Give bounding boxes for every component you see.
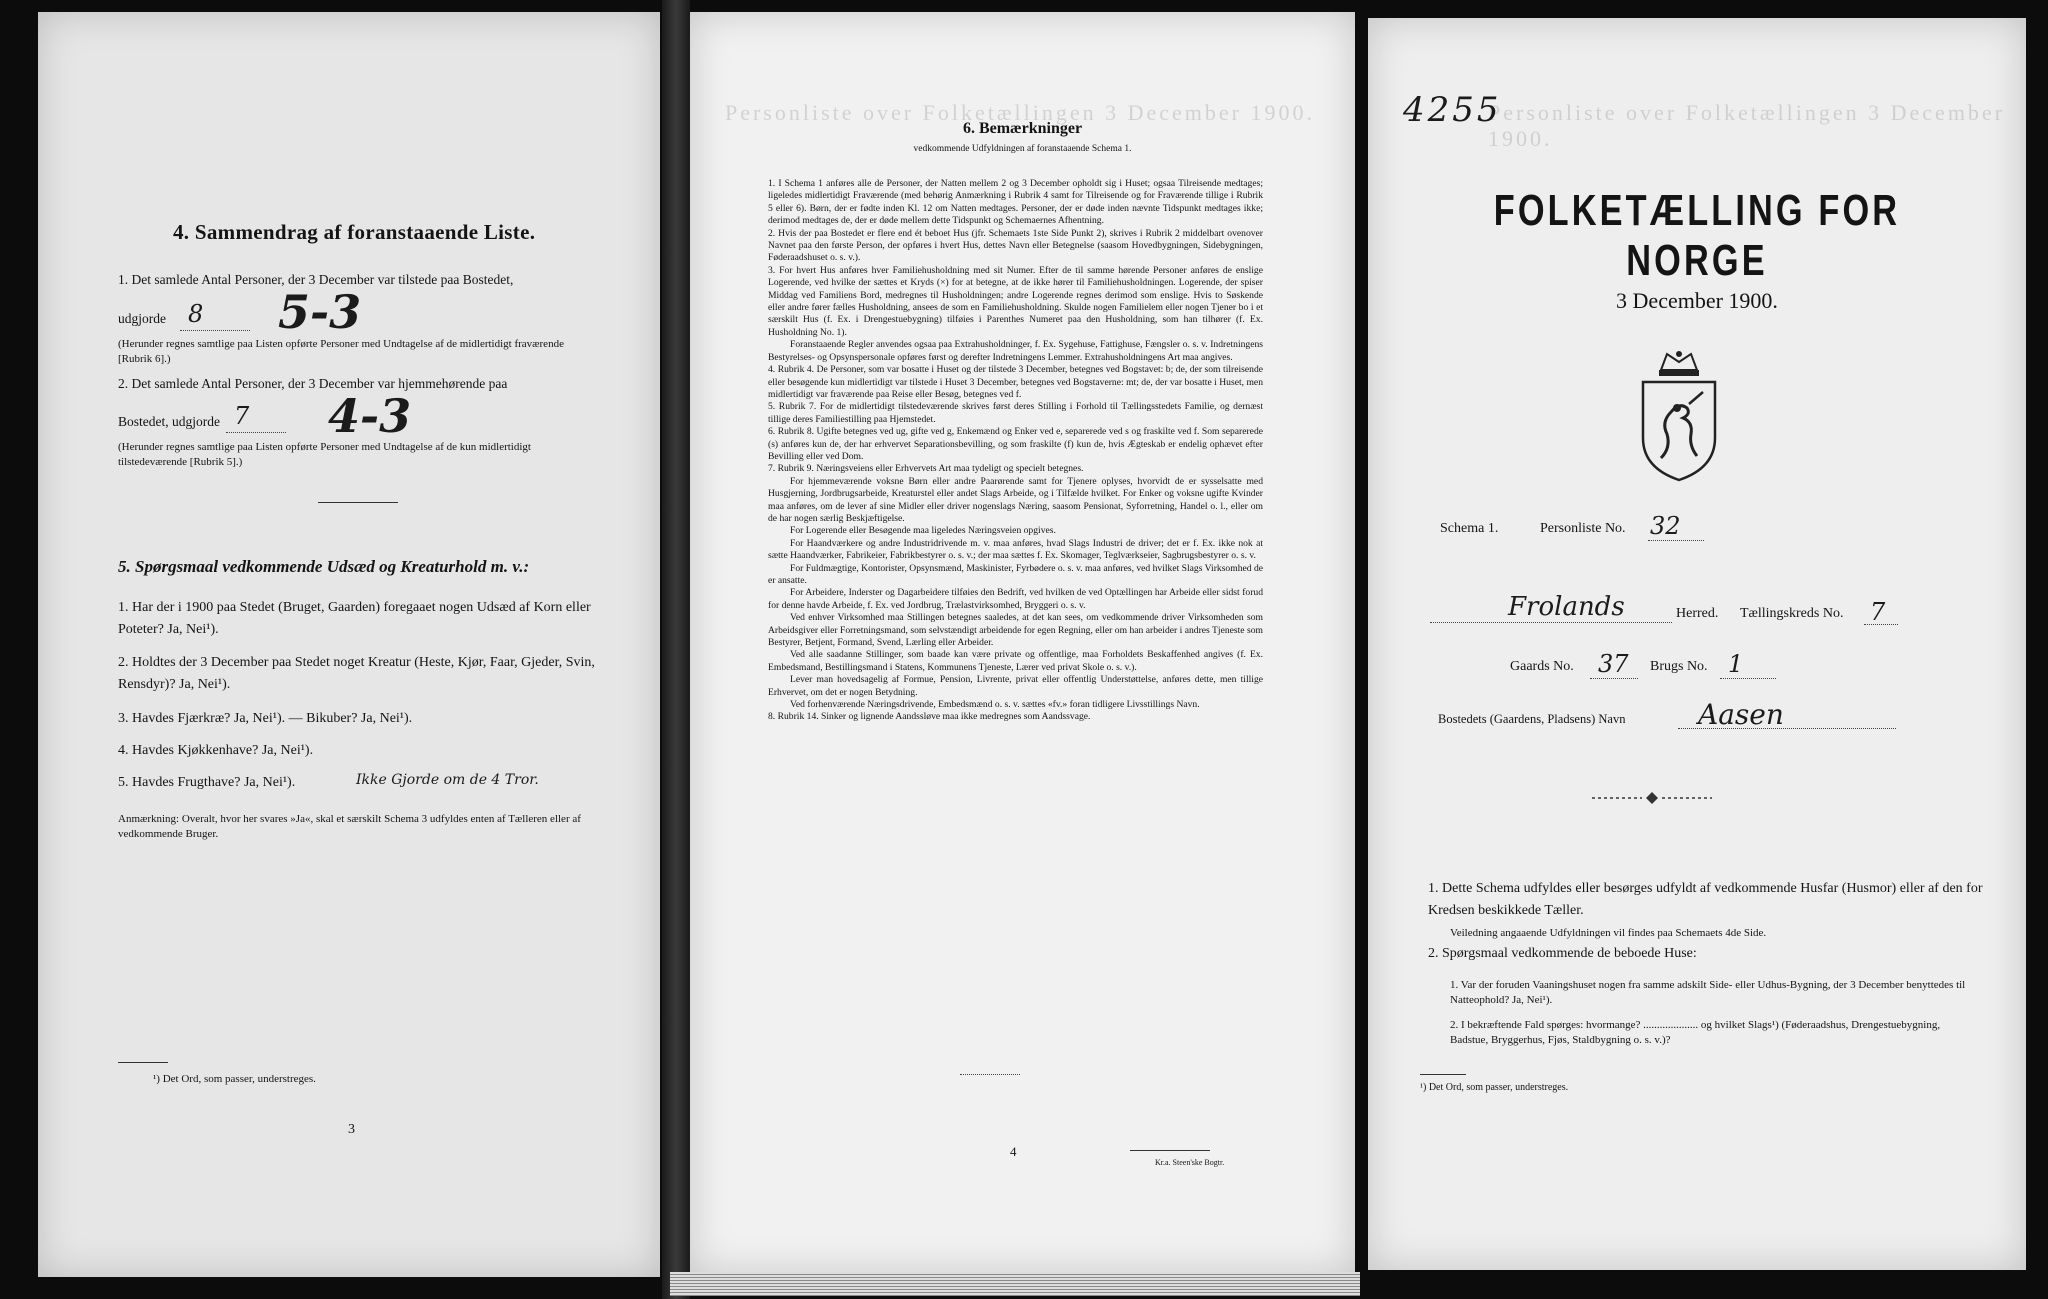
middle-ghost-header: Personliste over Folketællingen 3 December 1900. bbox=[724, 100, 1316, 125]
remark-item: Ved forhenværende Næringsdrivende, Embedsmænd o. s. v. sættes «fv.» foran tidligere Livsstillings Navn. bbox=[790, 699, 1200, 711]
right-footnote-rule bbox=[1420, 1074, 1466, 1075]
q2-dotline bbox=[226, 432, 286, 433]
page-number-3: 3 bbox=[348, 1122, 355, 1137]
q1-hand-small: 8 bbox=[188, 300, 204, 328]
q2-line1: 2. Det samlede Antal Personer, der 3 December var hjemmehørende paa bbox=[118, 376, 508, 391]
remark-item: 3. For hvert Hus anføres hver Familiehusholdning med sit Numer. Efter de til samme hørende Personer anføres de enslige Logerende, ved hvilke der sættes et Kryds (×) for at betegne, at de ikke hører til Familiehusholdningen. Logerende, der spiser Middag ved Familiens Bord, medregnes til Husholdningen; andre Logerende regnes derimod som enslige. Hvis to Søskende eller andre fører fælles Husholdning, ansees de som en Familiehusholdning. Skulde nogen Familielem eller nogen Tjener bo i et særskilt Hus (f. Ex. i Drengestuebygning) tilføies i Parenthes Numeret paa den Husholdning, som han tilhører (f. Ex. Husholdning No. 1). bbox=[768, 264, 1263, 338]
remark-item: 6. Rubrik 8. Ugifte betegnes ved ug, gifte ved g, Enkemænd og Enker ved e, separerede ved s og fraskilte ved f. Som separerede (s) anføres kun de, der har erhvervet Separationsbevilling, og som fraskilte (f) kun de, hvis Ægteskab er endelig ophævet efter Bevilling eller ved Dom. bbox=[768, 426, 1263, 462]
instruction-2-2: 2. I bekræftende Fald spørges: hvormange? .................... og hvilket Slags¹) (Føderaadshus, Drengestuebygning, Badstue, Bryggerhus, Fjøs, Staldbygning o. s. v.)? bbox=[1450, 1019, 1941, 1046]
q5-3: 3. Havdes Fjærkræ? Ja, Nei¹). — Bikuber? Ja, Nei¹). bbox=[118, 711, 413, 726]
remark-item: 7. Rubrik 9. Næringsveiens eller Erhvervets Art maa tydeligt og specielt betegnes. bbox=[768, 463, 1084, 475]
bosted-dotline bbox=[1678, 728, 1896, 729]
instruction-2-1: 1. Var der foruden Vaaningshuset nogen fra samme adskilt Side- eller Udhus-Bygning, der 3 December benyttedes til Natteophold? Ja, Nei¹). bbox=[1450, 979, 1966, 1006]
q5-2: 2. Holdtes der 3 December paa Stedet noget Kreatur (Heste, Kjør, Faar, Gjeder, Svin, Rensdyr)? Ja, Nei¹). bbox=[118, 655, 595, 692]
page-number-4: 4 bbox=[1010, 1144, 1017, 1159]
brugs-dotline bbox=[1720, 678, 1776, 679]
herred-label: Herred. bbox=[1676, 606, 1719, 621]
q1-prefix: udgjorde bbox=[118, 311, 166, 326]
q5-1: 1. Har der i 1900 paa Stedet (Bruget, Gaarden) foregaaet nogen Udsæd af Korn eller Poteter? Ja, Nei¹). bbox=[118, 600, 591, 637]
remark-item: 2. Hvis der paa Bostedet er flere end ét beboet Hus (jfr. Schemaets 1ste Side Punkt 2), skrives i Rubrik 2 middelbart ovenover Navnet paa den første Person, der opføres i hvert Hus, dettes Navn eller Betegnelse (saasom Hovedbygningen, Sidebygningen, Føderaadshuset o. s. v.). bbox=[768, 227, 1263, 264]
census-date: 3 December 1900. bbox=[1616, 288, 1778, 313]
remark-item: For Arbeidere, Inderster og Dagarbeidere tilføies den Bedrift, ved hvilken de ved Optællingen har Arbeide eller sidst forud for denne havde Arbeide, f. Ex. ved Jordbrug, Trælastvirksomhed, Bryggeri o. s. v. bbox=[768, 587, 1263, 611]
instruction-1: 1. Dette Schema udfyldes eller besørges udfyldt af vedkommende Husfar (Husmor) eller af den for Kredsen beskikkede Tæller. bbox=[1428, 881, 1983, 918]
right-footnote: ¹) Det Ord, som passer, understreges. bbox=[1420, 1082, 1569, 1093]
anmerkning-note: Anmærkning: Overalt, hvor her svares »Ja«, skal et særskilt Schema 3 udfyldes enten af Tælleren eller af vedkommende Bruger. bbox=[118, 813, 581, 840]
herred-dotline bbox=[1430, 622, 1672, 623]
q1-line1: 1. Det samlede Antal Personer, der 3 December var tilstede paa Bostedet, bbox=[118, 272, 514, 287]
section-4-heading: 4. Sammendrag af foranstaaende Liste. bbox=[173, 220, 536, 244]
bosted-name: Aasen bbox=[1698, 698, 1784, 731]
remark-item: For hjemmeværende voksne Børn eller andre Paarørende samt for Tjenere oplyses, hvorvidt de er sysselsatte med Husgjerning, Jordbrugsarbeide, Kreaturstel eller andet Slags Arbeide, og i Tilfælde hvilket. For Enker og voksne ugifte Kvinder maa anføres, om de lever af sine Midler eller driver nogenslags Næring, saasom Pensionat, Syforretning, Handel o. l., eller om de har nogen særlig Beskjæftigelse. bbox=[768, 475, 1263, 524]
remark-item: For Fuldmægtige, Kontorister, Opsynsmænd, Maskinister, Fyrbødere o. s. v. maa anføres, ved hvilket Slags Virksomhed de er ansatte. bbox=[768, 562, 1263, 586]
remarks-subtitle: vedkommende Udfyldningen af foranstaaende Schema 1. bbox=[913, 144, 1132, 154]
gaards-dotline bbox=[1590, 678, 1638, 679]
page-4 bbox=[690, 12, 1355, 1274]
binding-spine bbox=[662, 0, 690, 1299]
q1-note: (Herunder regnes samtlige paa Listen opførte Personer med Undtagelse af de midlertidigt fraværende [Rubrik 6].) bbox=[118, 338, 564, 365]
page-1-cover bbox=[1368, 18, 2026, 1270]
kreds-number: 7 bbox=[1870, 598, 1886, 626]
kreds-label: Tællingskreds No. bbox=[1740, 606, 1844, 621]
q2-hand-small: 7 bbox=[234, 402, 250, 430]
right-ghost-header: Personliste over Folketællingen 3 December 1900. bbox=[1488, 100, 2006, 151]
ornament-divider-icon bbox=[1592, 790, 1712, 806]
remarks-list bbox=[768, 178, 1263, 724]
q5-5: 5. Havdes Frugthave? Ja, Nei¹). bbox=[118, 775, 296, 790]
personliste-number: 32 bbox=[1650, 512, 1681, 540]
gaards-label: Gaards No. bbox=[1510, 659, 1574, 674]
bosted-label: Bostedets (Gaardens, Pladsens) Navn bbox=[1438, 712, 1626, 726]
brugs-label: Brugs No. bbox=[1650, 659, 1708, 674]
brugs-number: 1 bbox=[1728, 650, 1744, 678]
remark-item: Lever man hovedsagelig af Formue, Pension, Livrente, privat eller offentlig Understøttelse, anføres dette, men tillige Erhvervet, om det er nogen Betydning. bbox=[768, 674, 1263, 698]
page-stack-edge bbox=[670, 1272, 1360, 1296]
gaards-number: 37 bbox=[1598, 650, 1629, 678]
herred-name: Frolands bbox=[1508, 592, 1625, 622]
remark-item: For Haandværkere og andre Industridrivende m. v. maa anføres, hvad Slags Industri de driver; det er f. Ex. ikke nok at sætte Haandværker, Fabrikeier, Fabrikbestyrer o. s. v.; der maa sættes f. Ex. Skomager, Teglværkseier, Sagbrugsbestyrer o. s. v. bbox=[768, 537, 1263, 562]
remark-item: 8. Rubrik 14. Sinker og lignende Aandssløve maa ikke medregnes som Aandssvage. bbox=[768, 711, 1091, 723]
remark-item: 1. I Schema 1 anføres alle de Personer, der Natten mellem 2 og 3 December opholdt sig i Huset; ogsaa Tilreisende medtages; ligeledes midlertidigt Fraværende (med behørig Anmærkning i Rubrik 4 samt for Tilreisende og for Fraværende tillige i Rubrik 5 eller 6). Børn, der er fødte inden Kl. 12 om Natten medtages. Personer, der er døde inden nævnte Tidspunkt medtages ikke; derimod medtages de, der er døde mellem dette Tidspunkt og Schemaernes Afhentning. bbox=[768, 178, 1263, 227]
separator-rule bbox=[318, 502, 398, 503]
middle-separator bbox=[960, 1074, 1020, 1075]
remark-item: Ved enhver Virksomhed maa Stillingen betegnes saaledes, at det kan sees, om vedkommende driver Virksomheden som Arbeidsgiver eller Forretningsmand, som selvstændigt arbeidende for egen Regning, eller om han arbeider i andres Tjeneste som Bestyrer, Betjent, Formand, Svend, Lærling eller Arbeider. bbox=[768, 612, 1263, 649]
personliste-dotline bbox=[1648, 540, 1704, 541]
printer-rule bbox=[1130, 1150, 1210, 1151]
kreds-dotline bbox=[1864, 624, 1898, 625]
q1-hand-big: 5-3 bbox=[278, 285, 362, 339]
q5-5-hand: Ikke Gjorde om de 4 Tror. bbox=[356, 772, 539, 788]
remark-item: 5. Rubrik 7. For de midlertidigt tilstedeværende skrives først deres Stilling i Forhold til Tællingsstedets Familie, og dernæst tillige deres Familiestilling paa Hjemstedet. bbox=[768, 401, 1263, 425]
personliste-label: Personliste No. bbox=[1540, 521, 1626, 536]
remark-item: Ved alle saadanne Stillinger, som baade kan være private og offentlige, maa Forholdets Beskaffenhed angives (f. Ex. Embedsmand, Bestillingsmand i Statens, Kommunens Tjeneste, Lærer ved privat Skole o. s. v.). bbox=[768, 649, 1263, 673]
q2-prefix: Bostedet, udgjorde bbox=[118, 414, 220, 429]
q2-note: (Herunder regnes samtlige paa Listen opførte Personer med Undtagelse af de kun midlertidigt tilstedeværende [Rubrik 5].) bbox=[118, 441, 531, 468]
archive-number: 4255 bbox=[1403, 90, 1502, 130]
remark-item: 4. Rubrik 4. De Personer, som var bosatte i Huset og der tilstede 3 December, betegnes ved Bogstavet: b; de, der som tilreisende eller besøgende kun midlertidigt var tilstede i Huset 3 December, betegnes ved Bogstaverne: mt; de, der var bosatte i Huset, men midlertidigt var fraværende paa Reise eller Besøg, betegnes ved f. bbox=[768, 364, 1263, 400]
q1-dotline bbox=[180, 330, 250, 331]
q2-hand-big: 4-3 bbox=[328, 389, 412, 443]
instruction-2: 2. Spørgsmaal vedkommende de beboede Huse: bbox=[1428, 946, 1697, 961]
remarks-title: 6. Bemærkninger bbox=[962, 120, 1083, 137]
instruction-1-note: Veiledning angaaende Udfyldningen vil findes paa Schemaets 4de Side. bbox=[1450, 927, 1767, 939]
schema-label: Schema 1. bbox=[1440, 521, 1499, 536]
printer-credit: Kr.a. Steen'ske Bogtr. bbox=[1155, 1158, 1225, 1167]
remark-item: For Logerende eller Besøgende maa ligeledes Næringsveien opgives. bbox=[790, 525, 1056, 537]
page-3 bbox=[38, 12, 660, 1277]
footnote-rule bbox=[118, 1062, 168, 1063]
remark-item: Foranstaaende Regler anvendes ogsaa paa Extrahusholdninger, f. Ex. Sygehuse, Fattighuse, Fængsler o. s. v. Indretningens Bestyrelses- og Opsynspersonale opføres først og derefter Indretningens Lemmer. Extrahusholdningens Art maa angives. bbox=[768, 339, 1263, 363]
section-5-heading: 5. Spørgsmaal vedkommende Udsæd og Kreaturhold m. v.: bbox=[118, 557, 530, 576]
q5-4: 4. Havdes Kjøkkenhave? Ja, Nei¹). bbox=[118, 743, 314, 758]
coat-of-arms-icon bbox=[1631, 348, 1727, 484]
census-title: FOLKETÆLLING FOR NORGE bbox=[1493, 186, 1901, 285]
left-footnote: ¹) Det Ord, som passer, understreges. bbox=[153, 1073, 316, 1085]
